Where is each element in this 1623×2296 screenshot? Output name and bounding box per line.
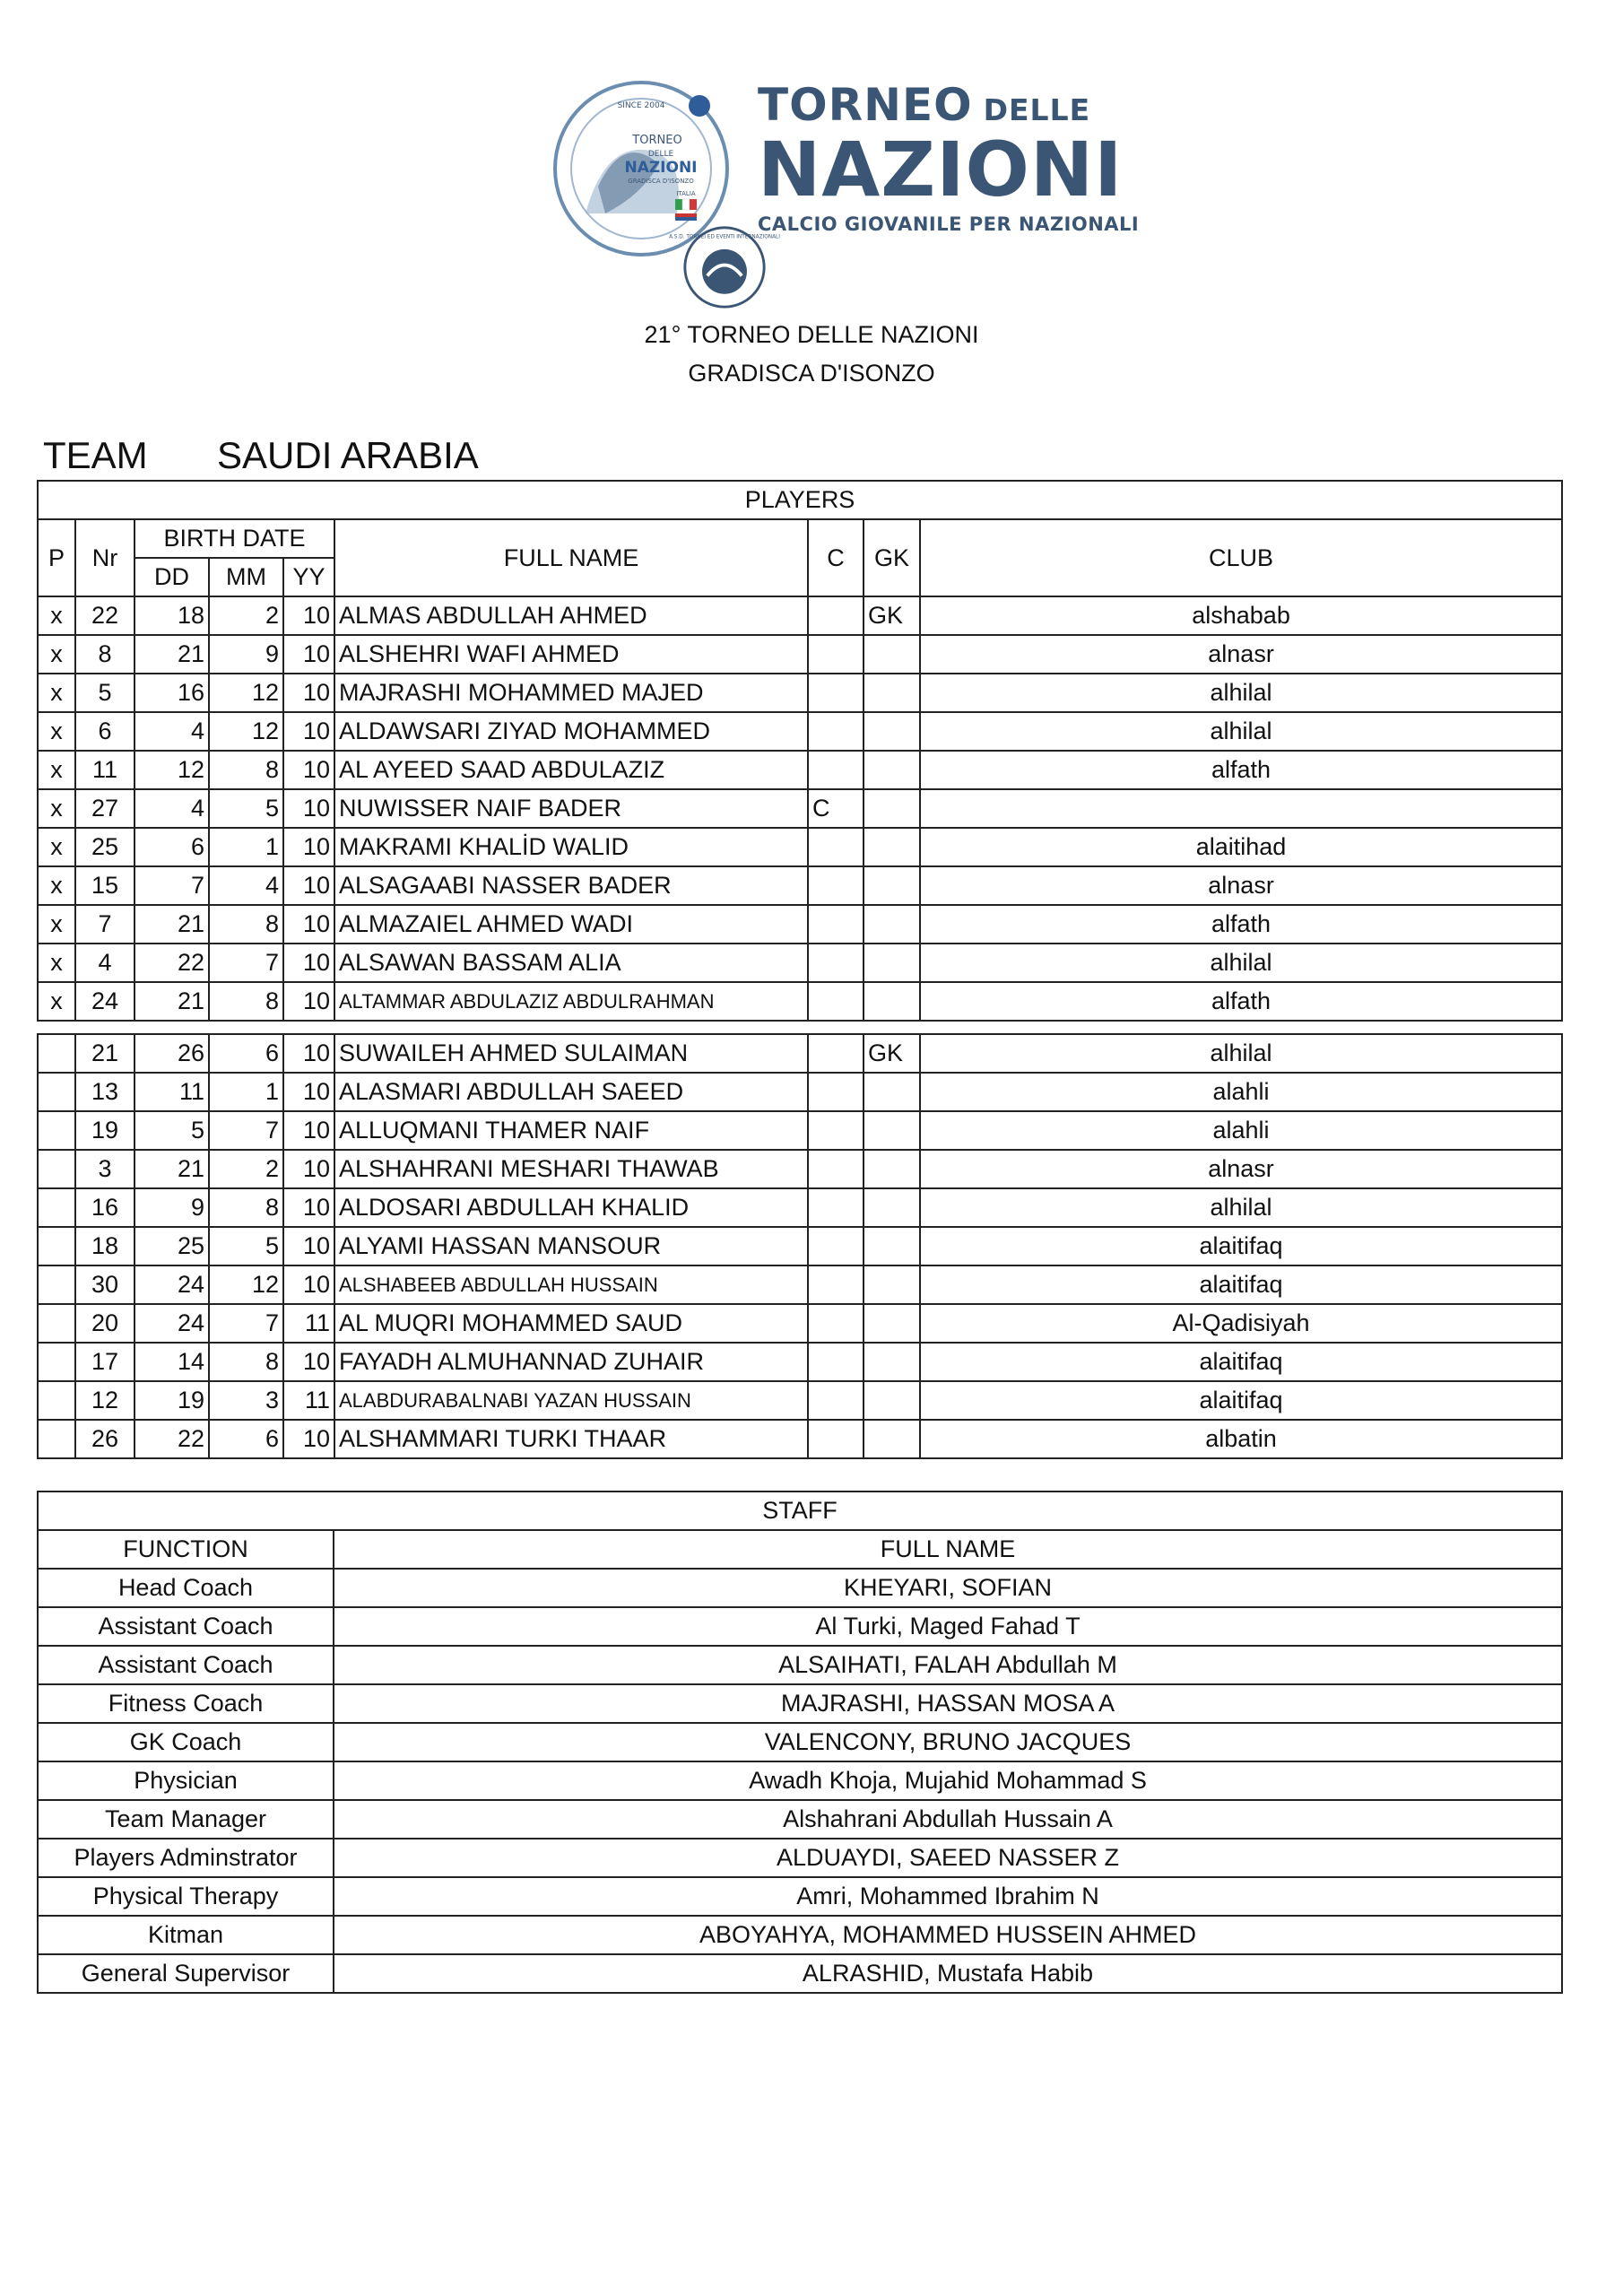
substitute-row <box>38 1034 1562 1073</box>
player-birth-day: 21 <box>135 635 209 674</box>
staff-full-name: VALENCONY, BRUNO JACQUES <box>334 1723 1562 1761</box>
player-birth-year: 10 <box>283 751 334 789</box>
player-goalkeeper-mark <box>864 789 920 828</box>
player-captain-mark <box>808 866 864 905</box>
player-club: alaitifaq <box>920 1227 1562 1265</box>
player-club: alaitihad <box>920 828 1562 866</box>
player-birth-year: 10 <box>283 1227 334 1265</box>
team-label: TEAM <box>43 434 148 476</box>
player-full-name: ALDOSARI ABDULLAH KHALID <box>334 1188 808 1227</box>
header-dd: DD <box>135 558 209 596</box>
player-goalkeeper-mark <box>864 1150 920 1188</box>
player-birth-month: 8 <box>209 982 283 1021</box>
player-goalkeeper-mark <box>864 1343 920 1381</box>
player-number: 24 <box>75 982 135 1021</box>
player-birth-day: 21 <box>135 1150 209 1188</box>
player-captain-mark <box>808 828 864 866</box>
player-captain-mark <box>808 1381 864 1420</box>
player-club: alhilal <box>920 1034 1562 1073</box>
player-birth-year: 10 <box>283 1150 334 1188</box>
player-birth-month: 7 <box>209 1111 283 1150</box>
substitute-row <box>38 1073 1562 1111</box>
substitute-row <box>38 1227 1562 1265</box>
player-birth-day: 21 <box>135 905 209 944</box>
svg-text:GRADISCA D'ISONZO: GRADISCA D'ISONZO <box>628 178 694 185</box>
player-birth-day: 22 <box>135 1420 209 1458</box>
player-birth-month: 12 <box>209 1265 283 1304</box>
player-present-mark <box>38 1265 75 1304</box>
player-birth-day: 19 <box>135 1381 209 1420</box>
player-number: 20 <box>75 1304 135 1343</box>
player-club: alnasr <box>920 635 1562 674</box>
player-goalkeeper-mark <box>864 1227 920 1265</box>
player-birth-month: 8 <box>209 1343 283 1381</box>
brand-wordmark <box>758 79 1152 235</box>
player-number: 21 <box>75 1034 135 1073</box>
player-club: alhilal <box>920 944 1562 982</box>
player-birth-day: 4 <box>135 789 209 828</box>
player-captain-mark <box>808 982 864 1021</box>
staff-function: Kitman <box>38 1916 334 1954</box>
player-present-mark <box>38 1034 75 1073</box>
staff-table <box>37 1491 1563 1994</box>
player-birth-month: 6 <box>209 1420 283 1458</box>
player-number: 26 <box>75 1420 135 1458</box>
event-place: GRADISCA D'ISONZO <box>688 360 935 387</box>
player-number: 4 <box>75 944 135 982</box>
player-captain-mark <box>808 712 864 751</box>
player-club: alahli <box>920 1073 1562 1111</box>
player-present-mark <box>38 1073 75 1111</box>
player-present-mark <box>38 1227 75 1265</box>
player-goalkeeper-mark <box>864 674 920 712</box>
player-present-mark: x <box>38 905 75 944</box>
player-captain-mark <box>808 674 864 712</box>
player-number: 5 <box>75 674 135 712</box>
player-club: Al-Qadisiyah <box>920 1304 1562 1343</box>
player-birth-year: 10 <box>283 635 334 674</box>
player-club: alhilal <box>920 1188 1562 1227</box>
player-present-mark <box>38 1111 75 1150</box>
staff-row <box>38 1723 1562 1761</box>
player-birth-month: 1 <box>209 1073 283 1111</box>
staff-function: Assistant Coach <box>38 1646 334 1684</box>
player-birth-month: 5 <box>209 1227 283 1265</box>
player-captain-mark: C <box>808 789 864 828</box>
staff-full-name: MAJRASHI, HASSAN MOSA A <box>334 1684 1562 1723</box>
player-birth-day: 16 <box>135 674 209 712</box>
player-club: alaitifaq <box>920 1343 1562 1381</box>
player-full-name: SUWAILEH AHMED SULAIMAN <box>334 1034 808 1073</box>
player-number: 11 <box>75 751 135 789</box>
header-full-name: FULL NAME <box>334 519 808 596</box>
players-table <box>37 480 1563 1022</box>
substitute-row <box>38 1188 1562 1227</box>
player-row <box>38 905 1562 944</box>
player-captain-mark <box>808 1304 864 1343</box>
player-present-mark: x <box>38 944 75 982</box>
player-goalkeeper-mark <box>864 635 920 674</box>
player-full-name: ALMAS ABDULLAH AHMED <box>334 596 808 635</box>
staff-row <box>38 1916 1562 1954</box>
player-full-name: NUWISSER NAIF BADER <box>334 789 808 828</box>
player-captain-mark <box>808 596 864 635</box>
player-birth-day: 25 <box>135 1227 209 1265</box>
player-present-mark: x <box>38 751 75 789</box>
player-goalkeeper-mark <box>864 1420 920 1458</box>
player-present-mark: x <box>38 982 75 1021</box>
header-nr: Nr <box>75 519 135 596</box>
player-full-name: ALMAZAIEL AHMED WADI <box>334 905 808 944</box>
staff-full-name: Al Turki, Maged Fahad T <box>334 1607 1562 1646</box>
player-present-mark: x <box>38 635 75 674</box>
player-number: 8 <box>75 635 135 674</box>
player-birth-year: 10 <box>283 1034 334 1073</box>
player-birth-year: 10 <box>283 1420 334 1458</box>
player-present-mark <box>38 1420 75 1458</box>
player-birth-day: 21 <box>135 982 209 1021</box>
player-club: albatin <box>920 1420 1562 1458</box>
player-present-mark <box>38 1304 75 1343</box>
staff-row <box>38 1607 1562 1646</box>
player-birth-month: 8 <box>209 905 283 944</box>
svg-text:TORNEO: TORNEO <box>632 134 682 147</box>
staff-full-name: Amri, Mohammed Ibrahim N <box>334 1877 1562 1916</box>
player-birth-year: 10 <box>283 674 334 712</box>
player-club: alshabab <box>920 596 1562 635</box>
staff-function: Team Manager <box>38 1800 334 1839</box>
staff-function: Players Adminstrator <box>38 1839 334 1877</box>
header-birth-date: BIRTH DATE <box>135 519 334 558</box>
substitute-row <box>38 1420 1562 1458</box>
player-captain-mark <box>808 1034 864 1073</box>
player-birth-month: 4 <box>209 866 283 905</box>
player-club: alnasr <box>920 866 1562 905</box>
player-birth-year: 10 <box>283 905 334 944</box>
substitute-row <box>38 1343 1562 1381</box>
player-row <box>38 751 1562 789</box>
player-row <box>38 596 1562 635</box>
player-goalkeeper-mark <box>864 1073 920 1111</box>
player-club: alfath <box>920 982 1562 1021</box>
staff-function: Head Coach <box>38 1569 334 1607</box>
player-birth-day: 12 <box>135 751 209 789</box>
player-number: 22 <box>75 596 135 635</box>
player-birth-year: 10 <box>283 982 334 1021</box>
player-row <box>38 982 1562 1021</box>
player-present-mark: x <box>38 596 75 635</box>
team-name: SAUDI ARABIA <box>217 434 479 476</box>
player-number: 13 <box>75 1073 135 1111</box>
player-birth-month: 12 <box>209 712 283 751</box>
player-club: alaitifaq <box>920 1381 1562 1420</box>
player-birth-day: 4 <box>135 712 209 751</box>
player-goalkeeper-mark <box>864 905 920 944</box>
player-goalkeeper-mark <box>864 982 920 1021</box>
player-present-mark: x <box>38 828 75 866</box>
brand-nazioni: NAZIONI <box>758 126 1124 213</box>
staff-row <box>38 1646 1562 1684</box>
header-gk: GK <box>864 519 920 596</box>
player-birth-year: 10 <box>283 1265 334 1304</box>
staff-function: Fitness Coach <box>38 1684 334 1723</box>
player-goalkeeper-mark <box>864 712 920 751</box>
player-club: alhilal <box>920 712 1562 751</box>
staff-full-name: ALRASHID, Mustafa Habib <box>334 1954 1562 1993</box>
player-goalkeeper-mark <box>864 944 920 982</box>
player-full-name: ALSHEHRI WAFI AHMED <box>334 635 808 674</box>
player-club: alhilal <box>920 674 1562 712</box>
svg-text:SINCE 2004: SINCE 2004 <box>617 101 665 110</box>
svg-text:A.S.D. TORNEI ED EVENTI INTERN: A.S.D. TORNEI ED EVENTI INTERNAZIONALI <box>669 234 780 240</box>
player-club: alfath <box>920 751 1562 789</box>
player-goalkeeper-mark <box>864 1188 920 1227</box>
event-title: 21° TORNEO DELLE NAZIONI <box>644 321 979 348</box>
player-full-name: ALSAGAABI NASSER BADER <box>334 866 808 905</box>
player-birth-month: 7 <box>209 944 283 982</box>
player-birth-day: 7 <box>135 866 209 905</box>
staff-function: GK Coach <box>38 1723 334 1761</box>
player-captain-mark <box>808 1420 864 1458</box>
players-section-title: PLAYERS <box>38 481 1562 519</box>
player-full-name: ALYAMI HASSAN MANSOUR <box>334 1227 808 1265</box>
player-full-name: ALSHAHRANI MESHARI THAWAB <box>334 1150 808 1188</box>
player-goalkeeper-mark: GK <box>864 596 920 635</box>
player-birth-month: 2 <box>209 1150 283 1188</box>
staff-full-name: ABOYAHYA, MOHAMMED HUSSEIN AHMED <box>334 1916 1562 1954</box>
player-birth-month: 3 <box>209 1381 283 1420</box>
player-goalkeeper-mark: GK <box>864 1034 920 1073</box>
player-present-mark: x <box>38 866 75 905</box>
substitute-row <box>38 1304 1562 1343</box>
player-birth-day: 24 <box>135 1304 209 1343</box>
staff-row <box>38 1684 1562 1723</box>
staff-header-full-name: FULL NAME <box>334 1530 1562 1569</box>
player-goalkeeper-mark <box>864 751 920 789</box>
player-birth-year: 11 <box>283 1304 334 1343</box>
player-captain-mark <box>808 1111 864 1150</box>
header-club: CLUB <box>920 519 1562 596</box>
player-full-name: MAJRASHI MOHAMMED MAJED <box>334 674 808 712</box>
player-number: 15 <box>75 866 135 905</box>
player-captain-mark <box>808 1343 864 1381</box>
player-present-mark: x <box>38 674 75 712</box>
player-captain-mark <box>808 635 864 674</box>
player-full-name: ALSHAMMARI TURKI THAAR <box>334 1420 808 1458</box>
player-birth-day: 6 <box>135 828 209 866</box>
player-birth-year: 10 <box>283 1343 334 1381</box>
player-birth-month: 9 <box>209 635 283 674</box>
player-club: alaitifaq <box>920 1265 1562 1304</box>
player-row <box>38 635 1562 674</box>
player-birth-year: 11 <box>283 1381 334 1420</box>
substitutes-table <box>37 1033 1563 1459</box>
player-number: 7 <box>75 905 135 944</box>
player-birth-month: 1 <box>209 828 283 866</box>
player-number: 19 <box>75 1111 135 1150</box>
player-club: alahli <box>920 1111 1562 1150</box>
player-number: 12 <box>75 1381 135 1420</box>
player-number: 27 <box>75 789 135 828</box>
player-birth-day: 11 <box>135 1073 209 1111</box>
player-birth-month: 6 <box>209 1034 283 1073</box>
player-full-name: ALDAWSARI ZIYAD MOHAMMED <box>334 712 808 751</box>
staff-row <box>38 1877 1562 1916</box>
player-present-mark <box>38 1188 75 1227</box>
player-captain-mark <box>808 751 864 789</box>
player-birth-day: 18 <box>135 596 209 635</box>
header-yy: YY <box>283 558 334 596</box>
player-birth-year: 10 <box>283 712 334 751</box>
player-club: alfath <box>920 905 1562 944</box>
player-row <box>38 789 1562 828</box>
svg-text:DELLE: DELLE <box>647 150 674 159</box>
player-goalkeeper-mark <box>864 1381 920 1420</box>
player-full-name: MAKRAMI KHALİD WALID <box>334 828 808 866</box>
player-captain-mark <box>808 1188 864 1227</box>
player-birth-month: 8 <box>209 751 283 789</box>
player-row <box>38 712 1562 751</box>
player-captain-mark <box>808 1227 864 1265</box>
player-full-name: ALSAWAN BASSAM ALIA <box>334 944 808 982</box>
player-captain-mark <box>808 1073 864 1111</box>
player-goalkeeper-mark <box>864 828 920 866</box>
player-club <box>920 789 1562 828</box>
staff-row <box>38 1569 1562 1607</box>
header-c: C <box>808 519 864 596</box>
player-present-mark: x <box>38 712 75 751</box>
player-birth-year: 10 <box>283 866 334 905</box>
player-present-mark: x <box>38 789 75 828</box>
staff-function: Physical Therapy <box>38 1877 334 1916</box>
staff-full-name: Alshahrani Abdullah Hussain A <box>334 1800 1562 1839</box>
staff-row <box>38 1800 1562 1839</box>
staff-function: General Supervisor <box>38 1954 334 1993</box>
substitute-row <box>38 1265 1562 1304</box>
brand-delle: DELLE <box>983 92 1091 127</box>
player-birth-year: 10 <box>283 1111 334 1150</box>
header-mm: MM <box>209 558 283 596</box>
player-captain-mark <box>808 905 864 944</box>
player-full-name: ALLUQMANI THAMER NAIF <box>334 1111 808 1150</box>
staff-header-function: FUNCTION <box>38 1530 334 1569</box>
player-number: 6 <box>75 712 135 751</box>
player-birth-month: 8 <box>209 1188 283 1227</box>
substitute-row <box>38 1381 1562 1420</box>
player-full-name: ALSHABEEB ABDULLAH HUSSAIN <box>334 1265 808 1304</box>
player-captain-mark <box>808 944 864 982</box>
staff-row <box>38 1954 1562 1993</box>
player-number: 16 <box>75 1188 135 1227</box>
player-number: 17 <box>75 1343 135 1381</box>
organizer-badge <box>669 224 780 310</box>
player-captain-mark <box>808 1265 864 1304</box>
player-birth-year: 10 <box>283 944 334 982</box>
player-row <box>38 944 1562 982</box>
player-row <box>38 866 1562 905</box>
player-row <box>38 828 1562 866</box>
player-full-name: AL AYEED SAAD ABDULAZIZ <box>334 751 808 789</box>
player-birth-day: 14 <box>135 1343 209 1381</box>
staff-section-title: STAFF <box>38 1492 1562 1530</box>
player-number: 25 <box>75 828 135 866</box>
player-birth-day: 26 <box>135 1034 209 1073</box>
staff-function: Physician <box>38 1761 334 1800</box>
header-p: P <box>38 519 75 596</box>
staff-full-name: ALSAIHATI, FALAH Abdullah M <box>334 1646 1562 1684</box>
staff-full-name: KHEYARI, SOFIAN <box>334 1569 1562 1607</box>
player-birth-day: 5 <box>135 1111 209 1150</box>
player-club: alnasr <box>920 1150 1562 1188</box>
player-birth-day: 9 <box>135 1188 209 1227</box>
player-birth-month: 2 <box>209 596 283 635</box>
staff-full-name: ALDUAYDI, SAEED NASSER Z <box>334 1839 1562 1877</box>
player-full-name: ALASMARI ABDULLAH SAEED <box>334 1073 808 1111</box>
player-birth-month: 5 <box>209 789 283 828</box>
player-number: 18 <box>75 1227 135 1265</box>
player-goalkeeper-mark <box>864 1265 920 1304</box>
player-birth-year: 10 <box>283 1188 334 1227</box>
brand-torneo: TORNEO <box>758 79 973 131</box>
player-birth-day: 22 <box>135 944 209 982</box>
staff-function: Assistant Coach <box>38 1607 334 1646</box>
player-number: 30 <box>75 1265 135 1304</box>
substitute-row <box>38 1150 1562 1188</box>
player-full-name: FAYADH ALMUHANNAD ZUHAIR <box>334 1343 808 1381</box>
player-captain-mark <box>808 1150 864 1188</box>
player-birth-year: 10 <box>283 828 334 866</box>
staff-row <box>38 1761 1562 1800</box>
player-present-mark <box>38 1150 75 1188</box>
player-number: 3 <box>75 1150 135 1188</box>
player-goalkeeper-mark <box>864 1304 920 1343</box>
player-birth-month: 12 <box>209 674 283 712</box>
svg-text:NAZIONI: NAZIONI <box>624 159 698 177</box>
player-full-name: AL MUQRI MOHAMMED SAUD <box>334 1304 808 1343</box>
player-full-name: ALABDURABALNABI YAZAN HUSSAIN <box>334 1381 808 1420</box>
player-birth-year: 10 <box>283 596 334 635</box>
substitute-row <box>38 1111 1562 1150</box>
player-present-mark <box>38 1343 75 1381</box>
player-birth-year: 10 <box>283 1073 334 1111</box>
brand-subtitle: CALCIO GIOVANILE PER NAZIONALI <box>758 213 1140 235</box>
staff-row <box>38 1839 1562 1877</box>
svg-text:ITALIA: ITALIA <box>676 190 696 197</box>
player-goalkeeper-mark <box>864 1111 920 1150</box>
player-full-name: ALTAMMAR ABDULAZIZ ABDULRAHMAN <box>334 982 808 1021</box>
staff-full-name: Awadh Khoja, Mujahid Mohammad S <box>334 1761 1562 1800</box>
player-goalkeeper-mark <box>864 866 920 905</box>
player-birth-year: 10 <box>283 789 334 828</box>
player-birth-day: 24 <box>135 1265 209 1304</box>
player-row <box>38 674 1562 712</box>
player-present-mark <box>38 1381 75 1420</box>
player-birth-month: 7 <box>209 1304 283 1343</box>
